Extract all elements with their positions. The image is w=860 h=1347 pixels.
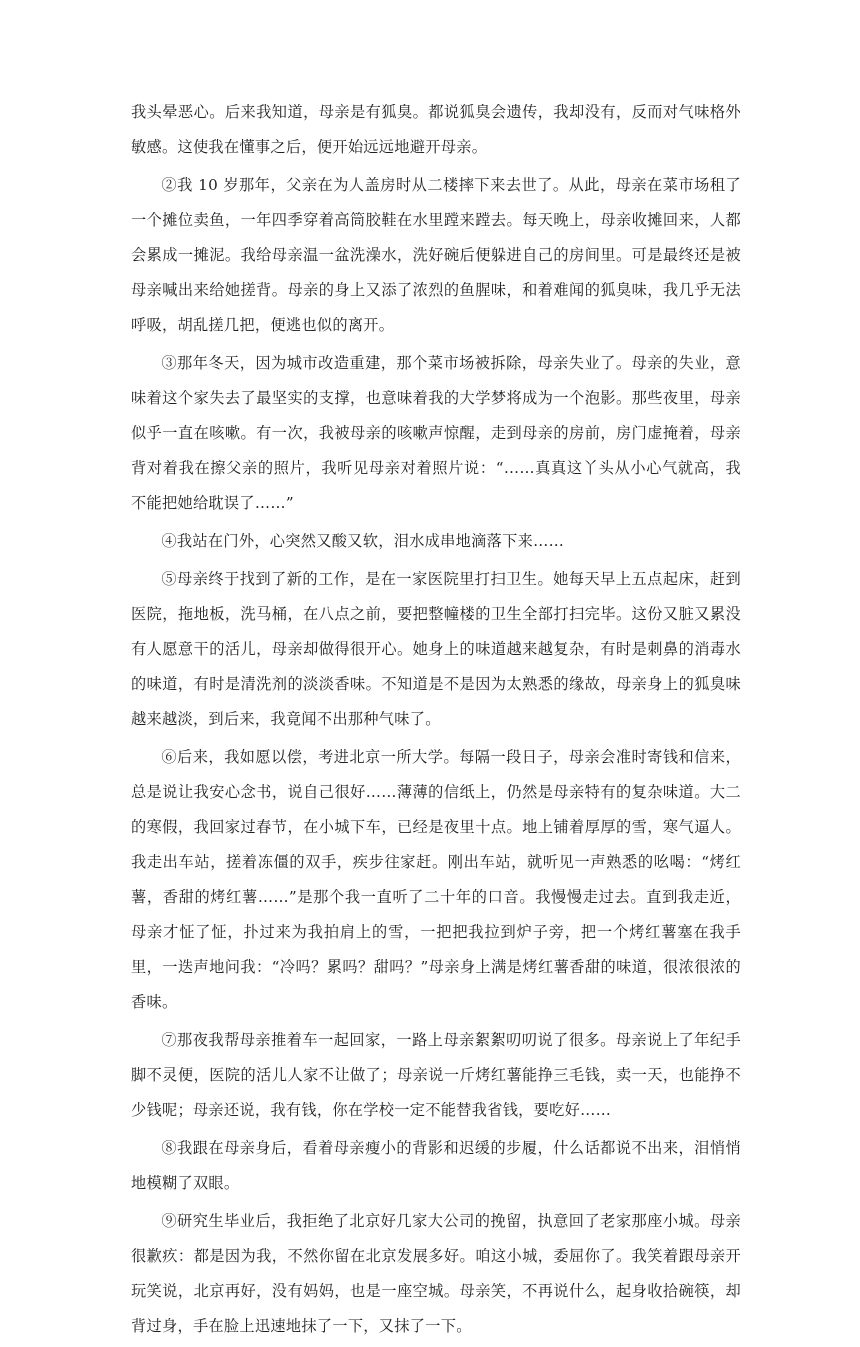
paragraph-2: ②我 10 岁那年，父亲在为人盖房时从二楼摔下来去世了。从此，母亲在菜市场租了一个摊位卖鱼，一年四季穿着高筒胶鞋在水里蹚来蹚去。每天晚上，母亲收摊回来，人都会累成一摊泥。我给母亲温一盆洗澡水，洗好碗后便躲进自己的房间里。可是最终还是被母亲喊出来给她搓背。母亲的身上又添了浓烈的鱼腥味，和着难闻的狐臭味，我几乎无法呼吸，胡乱搓几把，便逃也似的离开。 bbox=[131, 176, 741, 334]
paragraph-6: ⑥后来，我如愿以偿，考进北京一所大学。每隔一段日子，母亲会准时寄钱和信来，总是说让我安心念书，说自己很好……薄薄的信纸上，仍然是母亲特有的复杂味道。大二的寒假，我回家过春节，在小城下车，已经是夜里十点。地上铺着厚厚的雪，寒气逼人。我走出车站，搓着冻僵的双手，疾步往家赶。刚出车站，就听见一声熟悉的吆喝：“烤红薯，香甜的烤红薯……”是那个我一直听了二十年的口音。我慢慢走过去。直到我走近，母亲才怔了怔，扑过来为我拍肩上的雪，一把把我拉到炉子旁，把一个烤红薯塞在我手里，一迭声地问我：“冷吗？累吗？甜吗？”母亲身上满是烤红薯香甜的味道，很浓很浓的香味。 bbox=[131, 748, 741, 1011]
paragraph-continued-1: 我头晕恶心。后来我知道，母亲是有狐臭。都说狐臭会遗传，我却没有，反而对气味格外敏感。这使我在懂事之后，便开始远远地避开母亲。 bbox=[131, 103, 741, 156]
article-body bbox=[131, 95, 741, 1347]
paragraph-9: ⑨研究生毕业后，我拒绝了北京好几家大公司的挽留，执意回了老家那座小城。母亲很歉疚：都是因为我，不然你留在北京发展多好。咱这小城，委屈你了。我笑着跟母亲开玩笑说，北京再好，没有妈妈，也是一座空城。母亲笑，不再说什么，起身收拾碗筷，却背过身，手在脸上迅速地抹了一下，又抹了一下。 bbox=[131, 1212, 741, 1335]
paragraph-8: ⑧我跟在母亲身后，看着母亲瘦小的背影和迟缓的步履，什么话都说不出来，泪悄悄地模糊了双眼。 bbox=[131, 1139, 741, 1192]
paragraph-5: ⑤母亲终于找到了新的工作，是在一家医院里打扫卫生。她每天早上五点起床，赶到医院，拖地板，洗马桶，在八点之前，要把整幢楼的卫生全部打扫完毕。这份又脏又累没有人愿意干的活儿，母亲却做得很开心。她身上的味道越来越复杂，有时是刺鼻的消毒水的味道，有时是清洗剂的淡淡香味。不知道是不是因为太熟悉的缘故，母亲身上的狐臭味越来越淡，到后来，我竟闻不出那种气味了。 bbox=[131, 570, 741, 728]
paragraph-3: ③那年冬天，因为城市改造重建，那个菜市场被拆除，母亲失业了。母亲的失业，意味着这个家失去了最坚实的支撑，也意味着我的大学梦将成为一个泡影。那些夜里，母亲似乎一直在咳嗽。有一次，我被母亲的咳嗽声惊醒，走到母亲的房前，房门虚掩着，母亲背对着我在擦父亲的照片，我听见母亲对着照片说：“……真真这丫头从小心气就高，我不能把她给耽误了……” bbox=[131, 354, 741, 512]
paragraph-7: ⑦那夜我帮母亲推着车一起回家，一路上母亲絮絮叨叨说了很多。母亲说上了年纪手脚不灵便，医院的活儿人家不让做了；母亲说一斤烤红薯能挣三毛钱，卖一天，也能挣不少钱呢；母亲还说，我有钱，你在学校一定不能替我省钱，要吃好…… bbox=[131, 1031, 741, 1119]
paragraph-4: ④我站在门外，心突然又酸又软，泪水成串地滴落下来…… bbox=[161, 532, 565, 550]
